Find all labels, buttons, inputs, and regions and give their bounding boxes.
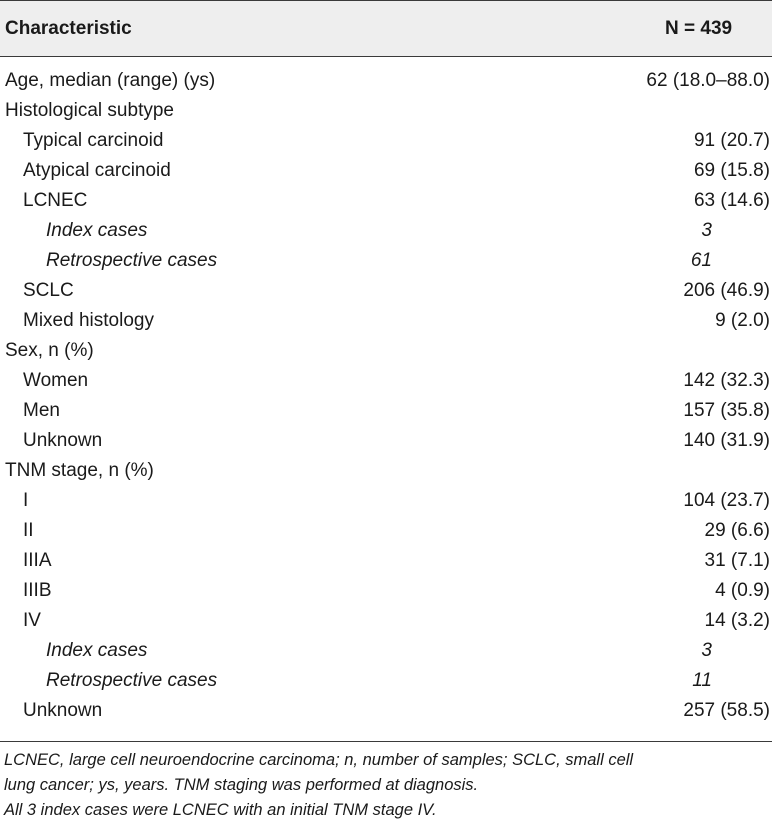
row-label: SCLC (23, 280, 74, 301)
row-value: 140 (31.9) (683, 430, 770, 451)
table-bottom-rule (0, 741, 772, 742)
row-value: 62 (18.0–88.0) (646, 70, 770, 91)
table-row (0, 426, 772, 456)
table-row (0, 396, 772, 426)
header-characteristic: Characteristic (5, 18, 132, 39)
footnote-line: LCNEC, large cell neuroendocrine carcinoma; n, number of samples; SCLC, small cell (4, 751, 634, 769)
table-row (0, 66, 772, 96)
row-value: 3 (701, 640, 712, 661)
table-row (0, 306, 772, 336)
row-value: 104 (23.7) (683, 490, 770, 511)
row-label: Index cases (46, 640, 148, 661)
row-value: 61 (690, 250, 712, 271)
row-label: Index cases (46, 220, 148, 241)
row-label: I (23, 490, 29, 511)
row-label: TNM stage, n (%) (5, 460, 154, 481)
table-row (0, 276, 772, 306)
row-label: Unknown (23, 700, 103, 721)
table-header (0, 0, 772, 57)
row-value: 14 (3.2) (704, 610, 770, 631)
row-label: IIIB (23, 580, 52, 601)
row-value: 63 (14.6) (693, 190, 770, 211)
table-row (0, 666, 772, 696)
row-value: 91 (20.7) (693, 130, 770, 151)
table-row (0, 96, 772, 126)
table-body (0, 66, 772, 726)
row-label: Men (23, 400, 60, 421)
table-row (0, 216, 772, 246)
row-label: Histological subtype (5, 100, 174, 121)
table-footnotes (4, 748, 770, 823)
row-label: Age, median (range) (ys) (5, 70, 216, 91)
table-row (0, 606, 772, 636)
table-row (0, 336, 772, 366)
row-value: 31 (7.1) (704, 550, 770, 571)
row-label: Atypical carcinoid (23, 160, 171, 181)
table-row (0, 456, 772, 486)
row-label: Unknown (23, 430, 103, 451)
row-label: Retrospective cases (46, 670, 218, 691)
table-row (0, 636, 772, 666)
table-row (0, 696, 772, 726)
row-value: 157 (35.8) (683, 400, 770, 421)
table-row (0, 156, 772, 186)
table-row (0, 546, 772, 576)
table-row (0, 246, 772, 276)
table-row (0, 366, 772, 396)
row-value: 257 (58.5) (683, 700, 770, 721)
table-row (0, 576, 772, 606)
row-label: Mixed histology (23, 310, 154, 331)
table-row (0, 486, 772, 516)
table-row (0, 516, 772, 546)
footnote-line: lung cancer; ys, years. TNM staging was performed at diagnosis. (4, 776, 479, 794)
row-label: Sex, n (%) (5, 340, 94, 361)
row-value: 69 (15.8) (693, 160, 770, 181)
row-value: 29 (6.6) (704, 520, 770, 541)
row-value: 4 (0.9) (715, 580, 770, 601)
row-value: 11 (692, 670, 712, 691)
row-value: 142 (32.3) (683, 370, 770, 391)
table-row (0, 126, 772, 156)
row-value: 3 (701, 220, 712, 241)
row-label: Women (23, 370, 89, 391)
row-label: Retrospective cases (46, 250, 218, 271)
row-label: Typical carcinoid (23, 130, 164, 151)
footnote-line: All 3 index cases were LCNEC with an initial TNM stage IV. (4, 801, 437, 819)
row-label: IV (23, 610, 41, 631)
row-label: II (23, 520, 34, 541)
row-value: 9 (2.0) (715, 310, 770, 331)
row-value: 206 (46.9) (683, 280, 770, 301)
row-label: IIIA (23, 550, 52, 571)
header-n-total: N = 439 (665, 18, 733, 39)
row-label: LCNEC (23, 190, 88, 211)
table-row (0, 186, 772, 216)
